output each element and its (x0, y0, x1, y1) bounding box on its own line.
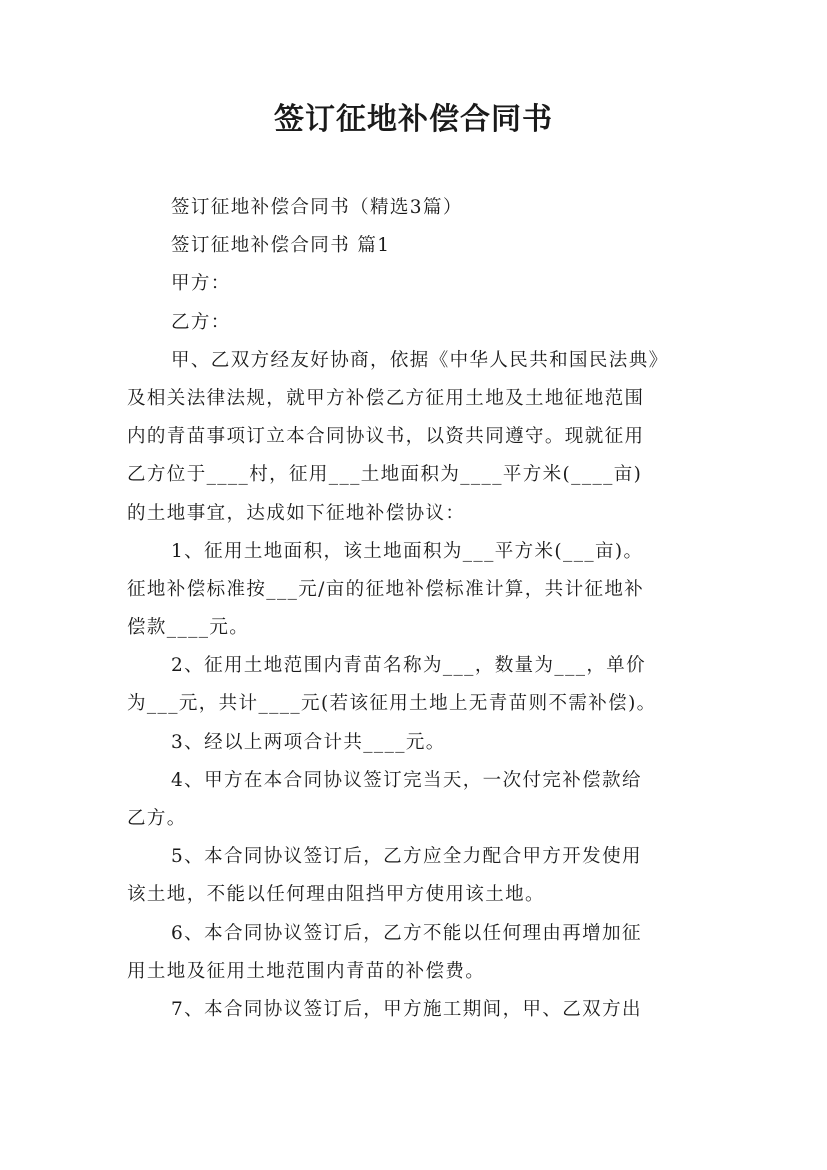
party-a-line: 甲方： (171, 273, 231, 295)
clause-line: 偿款____元。 (127, 617, 250, 639)
clause-line: 用土地及征用土地范围内青苗的补偿费。 (127, 960, 486, 982)
party-b-line: 乙方： (171, 311, 231, 333)
clause-line: 为___元，共计____元(若该征用土地上无青苗则不需补偿)。 (127, 693, 657, 715)
clause-line: 乙方。 (127, 808, 187, 829)
clause-line: 征地补偿标准按___元/亩的征地补偿标准计算，共计征地补 (127, 578, 645, 600)
clause-line: 4、甲方在本合同协议签订完当天，一次付完补偿款给 (171, 769, 642, 791)
paragraph-line: 内的青苗事项订立本合同协议书，以资共同遵守。现就征用 (127, 426, 645, 448)
paragraph-line: 的土地事宜，达成如下征地补偿协议： (127, 502, 466, 524)
document-title: 签订征地补偿合同书 (274, 102, 553, 137)
clause-line: 2、征用土地范围内青苗名称为___，数量为___，单价 (171, 655, 647, 677)
paragraph-line: 甲、乙双方经友好协商，依据《中华人民共和国民法典》 (171, 349, 669, 371)
document-body (127, 189, 707, 1029)
clause-line: 7、本合同协议签订后，甲方施工期间，甲、乙双方出 (171, 998, 642, 1020)
subtitle-line: 签订征地补偿合同书（精选3篇） (171, 197, 463, 218)
paragraph-line: 乙方位于____村，征用___土地面积为____平方米(____亩) (127, 464, 643, 486)
clause-line: 该土地，不能以任何理由阻挡甲方使用该土地。 (127, 884, 545, 906)
section-heading: 签订征地补偿合同书 篇1 (171, 235, 391, 257)
clause-line: 6、本合同协议签订后，乙方不能以任何理由再增加征 (171, 922, 642, 944)
clause-line: 1、征用土地面积，该土地面积为___平方米(___亩)。 (171, 540, 644, 562)
paragraph-line: 及相关法律法规，就甲方补偿乙方征用土地及土地征地范围 (127, 387, 645, 409)
clause-line: 5、本合同协议签订后，乙方应全力配合甲方开发使用 (171, 846, 642, 868)
clause-line: 3、经以上两项合计共____元。 (171, 731, 446, 753)
